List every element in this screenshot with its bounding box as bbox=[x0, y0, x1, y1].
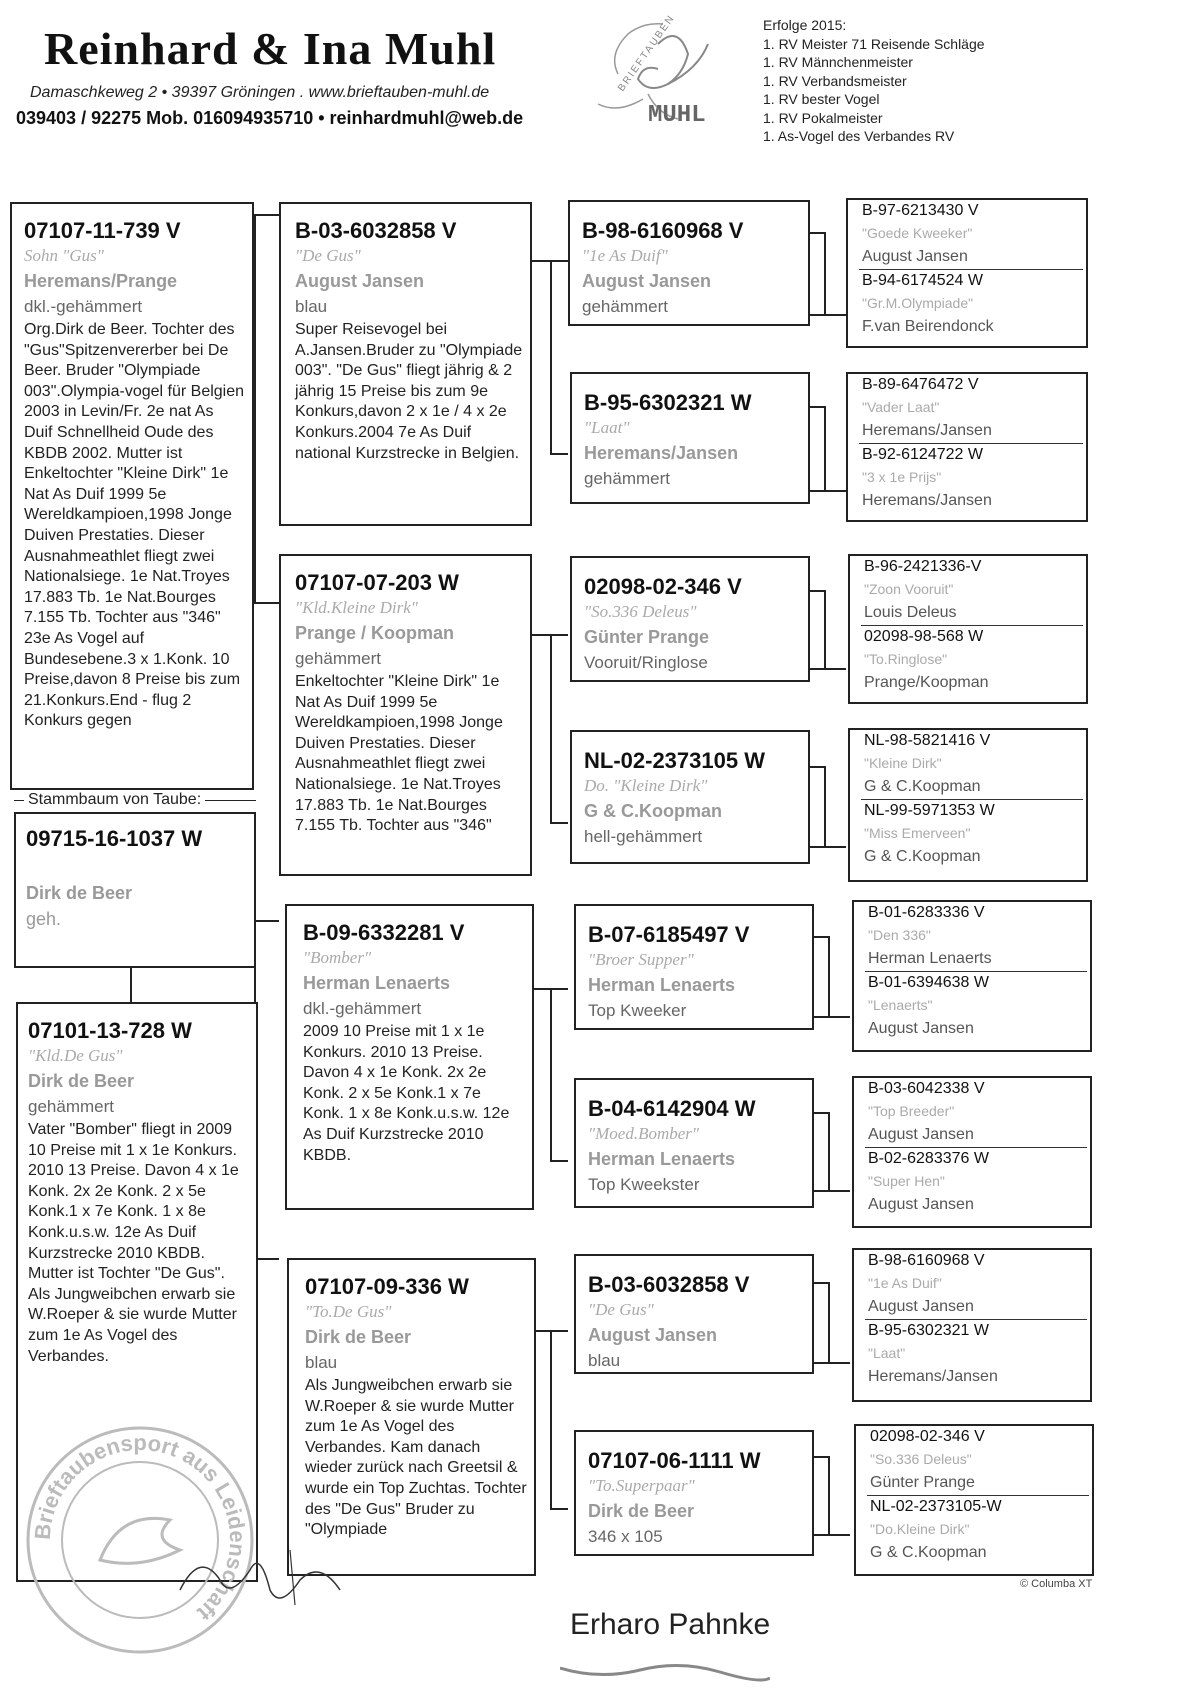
pigeon-nickname: "To.Ringlose" bbox=[864, 651, 948, 667]
pigeon-color: Vooruit/Ringlose bbox=[584, 653, 708, 672]
pigeon-color: blau bbox=[295, 297, 328, 316]
pigeon-nickname: "So.336 Deleus" bbox=[870, 1451, 972, 1467]
connector-line bbox=[824, 406, 826, 490]
pigeon-color: Top Kweeker bbox=[588, 1001, 687, 1020]
pigeon-description: 2009 10 Preise mit 1 x 1e Konkurs. 2010 13 Preise. Davon 4 x 1e Konk. 2x 2e Konk. 2 x 5e Konk.1 x 7e Konk. 1 x 8e Konk.u.s.w. 12e As Duif Kurzstrecke 2010 KBDB. bbox=[303, 1023, 510, 1164]
pigeon-breeder: August Jansen bbox=[868, 1196, 974, 1213]
pigeon-ring: B-07-6185497 V bbox=[588, 922, 750, 947]
pigeon-breeder: Heremans/Jansen bbox=[862, 422, 992, 439]
pigeon-color: dkl.-gehämmert bbox=[303, 999, 422, 1018]
connector-line bbox=[550, 453, 568, 455]
pigeon-nickname: "Kld.Kleine Dirk" bbox=[295, 598, 418, 617]
pigeon-ring: B-95-6302321 W bbox=[584, 390, 752, 415]
subject-ring: 09715-16-1037 W bbox=[26, 826, 203, 851]
pigeon-ring: B-98-6160968 V bbox=[582, 218, 744, 243]
pigeon-nickname: "1e As Duif" bbox=[868, 1275, 942, 1291]
pigeon-nickname: "De Gus" bbox=[588, 1300, 654, 1319]
pigeon-color: gehämmert bbox=[28, 1097, 114, 1116]
ancestor-pair-card bbox=[852, 900, 1092, 1052]
pigeon-color: Top Kweekster bbox=[588, 1175, 700, 1194]
ancestor-pair-card bbox=[848, 728, 1088, 882]
ancestor-card bbox=[570, 372, 810, 504]
ancestor-card bbox=[570, 556, 810, 682]
pigeon-breeder: Dirk de Beer bbox=[28, 1071, 135, 1091]
connector-line bbox=[814, 1362, 850, 1364]
pigeon-nickname: "Zoon Vooruit" bbox=[864, 581, 954, 597]
ancestor-pair-card bbox=[852, 1248, 1092, 1402]
pigeon-breeder: Prange/Koopman bbox=[864, 674, 989, 691]
pigeon-ring: B-03-6032858 V bbox=[588, 1272, 750, 1297]
pigeon-ring: B-02-6283376 W bbox=[868, 1150, 989, 1167]
erfolge-item: 1. RV Verbandsmeister bbox=[763, 72, 907, 89]
pigeon-breeder: Günter Prange bbox=[584, 627, 710, 647]
connector-line bbox=[254, 214, 256, 604]
signature-name: Erharo Pahnke bbox=[570, 1608, 771, 1641]
ancestor-pair-card bbox=[848, 554, 1088, 704]
ancestor-pair-card bbox=[846, 198, 1088, 348]
pigeon-color: dkl.-gehämmert bbox=[24, 297, 143, 316]
connector-line bbox=[828, 1112, 830, 1190]
pigeon-breeder: Heremans/Jansen bbox=[584, 443, 739, 463]
pigeon-breeder: Dirk de Beer bbox=[305, 1327, 412, 1347]
pigeon-ring: B-03-6042338 V bbox=[868, 1080, 985, 1097]
pigeon-breeder: G & C.Koopman bbox=[584, 801, 722, 821]
granddam-card bbox=[279, 554, 532, 876]
pigeon-color: hell-gehämmert bbox=[584, 827, 703, 846]
ancestor-card bbox=[570, 730, 810, 864]
pigeon-ring: NL-02-2373105-W bbox=[870, 1498, 1002, 1515]
pigeon-breeder: Herman Lenaerts bbox=[588, 975, 736, 995]
ancestor-card bbox=[568, 200, 810, 326]
connector-line bbox=[828, 1282, 830, 1362]
connector-line bbox=[550, 634, 552, 824]
granddam-card bbox=[287, 1258, 536, 1576]
pigeon-nickname: Do. "Kleine Dirk" bbox=[584, 776, 708, 795]
pigeon-nickname: "Goede Kweeker" bbox=[862, 225, 973, 241]
connector-line bbox=[810, 766, 824, 768]
grandsire-card bbox=[279, 202, 532, 526]
pigeon-nickname: "To.De Gus" bbox=[305, 1302, 392, 1321]
pigeon-ring: B-01-6283336 V bbox=[868, 904, 985, 921]
connector-line bbox=[814, 936, 828, 938]
pigeon-breeder: Herman Lenaerts bbox=[303, 973, 451, 993]
ancestor-pair-card bbox=[852, 1076, 1092, 1228]
connector-line bbox=[828, 1456, 830, 1534]
connector-line bbox=[550, 1330, 552, 1510]
erfolge-item: 1. RV Männchenmeister bbox=[763, 54, 913, 70]
pigeon-breeder: August Jansen bbox=[582, 271, 712, 291]
connector-line bbox=[824, 590, 826, 668]
connector-line bbox=[254, 920, 279, 922]
connector-line bbox=[550, 1160, 568, 1162]
pigeon-breeder: August Jansen bbox=[868, 1126, 974, 1143]
pigeon-breeder: August Jansen bbox=[588, 1325, 718, 1345]
pigeon-breeder: Herman Lenaerts bbox=[868, 950, 992, 967]
connector-line bbox=[254, 214, 279, 216]
ancestor-card bbox=[574, 1078, 814, 1208]
erfolge-item: 1. RV Meister 71 Reisende Schläge bbox=[763, 35, 985, 52]
subject-card bbox=[14, 812, 256, 968]
ancestor-pair-card bbox=[854, 1424, 1094, 1576]
pigeon-description: Vater "Bomber" fliegt in 2009 10 Preise mit 1 x 1e Konkurs. 2010 13 Preise. Davon 4 x 1e Konk. 2x 2e Konk. 2 x 5e Konk.1 x 7e Konk. 1 x 8e Konk.u.s.w. 12e As Duif Kurzstrecke 2010 KBDB. Mutter ist Tochter "De Gus". Als Jungweibchen erwarb sie W.Roeper & sie wurde Mutter zum 1e As Vogel des Verbandes. bbox=[28, 1121, 239, 1365]
connector-line bbox=[810, 232, 824, 234]
handwritten-signature-mark bbox=[170, 1530, 390, 1620]
pigeon-ring: B-03-6032858 V bbox=[295, 218, 457, 243]
connector-line bbox=[130, 968, 132, 1002]
pigeon-ring: 07101-13-728 W bbox=[28, 1018, 192, 1043]
pigeon-description: Super Reisevogel bei A.Jansen.Bruder zu "Olympiade 003". "De Gus" fliegt jährig & 2 jährig 15 Preise bis zum 9e Konkurs,davon 2 x 1e / 4 x 2e Konkurs.2004 7e As Duif national Kurzstrecke in Belgien. bbox=[295, 321, 523, 462]
breeder-name: Reinhard & Ina Muhl bbox=[44, 23, 497, 74]
pigeon-nickname: "Gr.M.Olympiade" bbox=[862, 295, 974, 311]
pigeon-breeder: G & C.Koopman bbox=[864, 778, 981, 795]
pigeon-nickname: "3 x 1e Prijs" bbox=[862, 469, 942, 485]
erfolge-item: 1. RV bester Vogel bbox=[763, 91, 880, 107]
pigeon-nickname: "Laat" bbox=[868, 1345, 906, 1361]
pigeon-ring: 07107-09-336 W bbox=[305, 1274, 469, 1299]
pigeon-breeder: F.van Beirendonck bbox=[862, 318, 994, 335]
connector-line bbox=[550, 822, 568, 824]
logo-arc-text: BRIEFTAUBEN bbox=[616, 12, 678, 94]
connector-line bbox=[254, 602, 279, 604]
pigeon-ring: B-92-6124722 W bbox=[862, 446, 983, 463]
pigeon-breeder: August Jansen bbox=[295, 271, 425, 291]
pigeon-breeder: G & C.Koopman bbox=[864, 848, 981, 865]
pigeon-breeder: Heremans/Jansen bbox=[862, 492, 992, 509]
pigeon-description: Als Jungweibchen erwarb sie W.Roeper & sie wurde Mutter zum 1e As Vogel des Verbandes. Kam danach wieder zurück nach Greetsil & wurde ein Top Zuchtas. Tochter des "De Gus" Bruder zu "Olympiade bbox=[305, 1377, 527, 1539]
dove-logo bbox=[588, 14, 738, 134]
pigeon-description: Enkeltochter "Kleine Dirk" 1e Nat As Duif 1999 5e Wereldkampioen,1998 Jonge Duiven Prestaties. Dieser Ausnahmeathlet fliegt zwei Nationalsiege. 1e Nat.Troyes 17.883 Tb. 1e Nat.Bourges 7.155 Tb. Tochter aus "346" bbox=[295, 673, 503, 835]
pigeon-nickname: Sohn "Gus" bbox=[24, 246, 104, 265]
copyright: © Columba XT bbox=[1020, 1578, 1093, 1590]
connector-line bbox=[814, 1456, 828, 1458]
pigeon-color: blau bbox=[588, 1351, 621, 1370]
pigeon-ring: B-98-6160968 V bbox=[868, 1252, 985, 1269]
pigeon-ring: 02098-02-346 V bbox=[584, 574, 742, 599]
pigeon-ring: B-01-6394638 W bbox=[868, 974, 989, 991]
pigeon-ring: B-97-6213430 V bbox=[862, 202, 979, 219]
pigeon-color: 346 x 105 bbox=[588, 1527, 663, 1546]
pigeon-ring: B-96-2421336-V bbox=[864, 558, 982, 575]
subject-color: geh. bbox=[26, 909, 62, 929]
pigeon-nickname: "Kld.De Gus" bbox=[28, 1046, 123, 1065]
pigeon-nickname: "Moed.Bomber" bbox=[588, 1124, 700, 1143]
pigeon-breeder: Günter Prange bbox=[870, 1474, 975, 1491]
pigeon-ring: 02098-98-568 W bbox=[864, 628, 984, 645]
connector-line bbox=[824, 766, 826, 846]
breeder-address: Damaschkeweg 2 • 39397 Gröningen . www.brieftauben-muhl.de bbox=[30, 84, 490, 101]
pigeon-nickname: "Super Hen" bbox=[868, 1173, 945, 1189]
pigeon-nickname: "To.Superpaar" bbox=[588, 1476, 695, 1495]
stamp-text: Brieftaubensport aus Leidenschaft bbox=[29, 1429, 251, 1626]
pigeon-nickname: "So.336 Deleus" bbox=[584, 602, 697, 621]
pigeon-nickname: "Do.Kleine Dirk" bbox=[870, 1521, 970, 1537]
pigeon-breeder: Heremans/Prange bbox=[24, 271, 178, 291]
ancestor-card bbox=[574, 904, 814, 1030]
pigeon-breeder: August Jansen bbox=[862, 248, 968, 265]
connector-line bbox=[810, 590, 824, 592]
connector-line bbox=[814, 1112, 828, 1114]
pigeon-nickname: "Lenaerts" bbox=[868, 997, 933, 1013]
pigeon-breeder: Dirk de Beer bbox=[588, 1501, 695, 1521]
pigeon-ring: NL-98-5821416 V bbox=[864, 732, 991, 749]
pigeon-ring: NL-02-2373105 W bbox=[584, 748, 765, 773]
erfolge-list bbox=[763, 16, 985, 146]
pigeon-color: gehämmert bbox=[584, 469, 670, 488]
connector-line bbox=[824, 232, 826, 314]
pigeon-nickname: "Miss Emerveen" bbox=[864, 825, 971, 841]
pigeon-ring: 07107-07-203 W bbox=[295, 570, 459, 595]
erfolge-item: 1. RV Pokalmeister bbox=[763, 109, 883, 126]
subject-breeder: Dirk de Beer bbox=[26, 883, 133, 903]
connector-line bbox=[814, 1190, 850, 1192]
connector-line bbox=[814, 1016, 850, 1018]
connector-line bbox=[810, 314, 846, 316]
pigeon-ring: NL-99-5971353 W bbox=[864, 802, 995, 819]
pigeon-nickname: "Bomber" bbox=[303, 948, 372, 967]
pigeon-nickname: "Broer Supper" bbox=[588, 950, 694, 969]
erfolge-title: Erfolge 2015: bbox=[763, 17, 847, 33]
sire-card bbox=[10, 202, 254, 790]
connector-line bbox=[814, 1282, 828, 1284]
pigeon-breeder: August Jansen bbox=[868, 1298, 974, 1315]
breeder-phone: 039403 / 92275 Mob. 016094935710 • reinhardmuhl@web.de bbox=[16, 108, 524, 128]
pigeon-ring: B-09-6332281 V bbox=[303, 920, 465, 945]
pigeon-nickname: "Vader Laat" bbox=[862, 399, 940, 415]
pigeon-color: gehämmert bbox=[295, 649, 381, 668]
grandsire-card bbox=[285, 904, 534, 1210]
erfolge-item: 1. As-Vogel des Verbandes RV bbox=[763, 128, 955, 144]
pigeon-ring: B-04-6142904 W bbox=[588, 1096, 756, 1121]
pigeon-color: blau bbox=[305, 1353, 338, 1372]
pigeon-description: Org.Dirk de Beer. Tochter des "Gus"Spitzenvererber bei De Beer. Bruder "Olympiade 003".Olympia-vogel für Belgien 2003 in Levin/Fr. 2e nat As Duif Schnellheid Oude des KBDB 2002. Mutter ist Enkeltochter "Kleine Dirk" 1e Nat As Duif 1999 5e Wereldkampioen,1998 Jonge Duiven Prestaties. Dieser Ausnahmeathlet fliegt zwei Nationalsiege. 1e Nat.Troyes 17.883 Tb. 1e Nat.Bourges 7.155 Tb. Tochter aus "346" 23e As Vogel auf Bundesebene.3 x 1.Konk. 10 Preise,davon 8 Preise bis zum 21.Konkurs.End - flug 2 Konkurs gegen bbox=[24, 321, 245, 730]
connector-line bbox=[550, 260, 552, 455]
connector-line bbox=[550, 1508, 568, 1510]
connector-line bbox=[810, 406, 824, 408]
pigeon-breeder: August Jansen bbox=[868, 1020, 974, 1037]
signature-scribble bbox=[560, 1660, 770, 1682]
pigeon-nickname: "Laat" bbox=[584, 418, 630, 437]
ancestor-pair-card bbox=[846, 372, 1088, 522]
pigeon-color: gehämmert bbox=[582, 297, 668, 316]
logo-text: MUHL bbox=[648, 102, 706, 129]
connector-line bbox=[828, 936, 830, 1016]
pigeon-breeder: Herman Lenaerts bbox=[588, 1149, 736, 1169]
pigeon-ring: B-94-6174524 W bbox=[862, 272, 983, 289]
pigeon-ring: B-95-6302321 W bbox=[868, 1322, 989, 1339]
pigeon-ring: B-89-6476472 V bbox=[862, 376, 979, 393]
ancestor-card bbox=[574, 1430, 814, 1556]
stammbaum-label: Stammbaum von Taube: bbox=[24, 791, 205, 809]
pigeon-ring: 07107-06-1111 W bbox=[588, 1448, 761, 1473]
connector-line bbox=[810, 668, 846, 670]
connector-line bbox=[814, 1534, 850, 1536]
connector-line bbox=[550, 988, 552, 1162]
spacer bbox=[26, 852, 244, 880]
pigeon-breeder: Louis Deleus bbox=[864, 604, 957, 621]
pigeon-nickname: "De Gus" bbox=[295, 246, 361, 265]
pigeon-nickname: "Den 336" bbox=[868, 927, 931, 943]
pigeon-breeder: Prange / Koopman bbox=[295, 623, 455, 643]
pigeon-ring: 07107-11-739 V bbox=[24, 218, 181, 243]
pigeon-breeder: G & C.Koopman bbox=[870, 1544, 987, 1561]
ancestor-card bbox=[574, 1254, 814, 1374]
pigeon-nickname: "1e As Duif" bbox=[582, 246, 668, 265]
pigeon-ring: 02098-02-346 V bbox=[870, 1428, 985, 1445]
pigeon-nickname: "Top Breeder" bbox=[868, 1103, 955, 1119]
connector-line bbox=[810, 490, 846, 492]
pigeon-breeder: Heremans/Jansen bbox=[868, 1368, 998, 1385]
pigeon-nickname: "Kleine Dirk" bbox=[864, 755, 942, 771]
connector-line bbox=[810, 846, 846, 848]
